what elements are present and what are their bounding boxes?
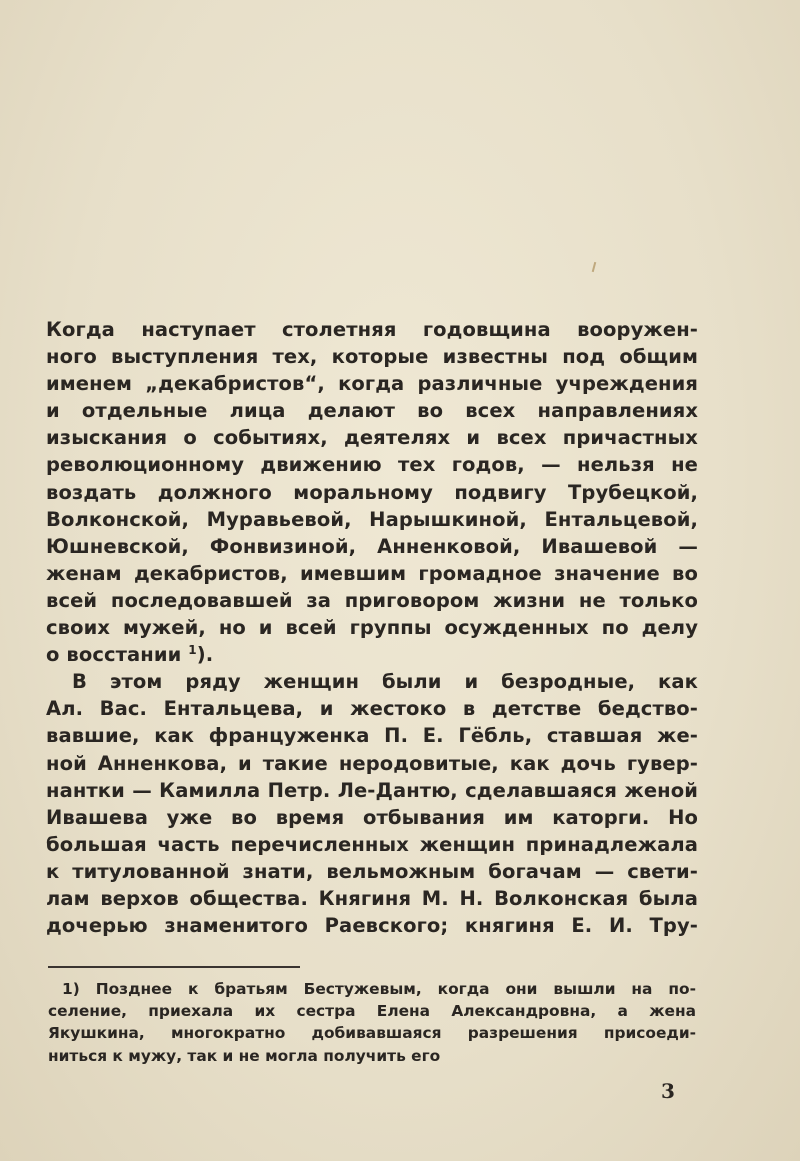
text-line: Ивашева уже во время отбывания им каторги. Но bbox=[46, 805, 698, 829]
text-line: большая часть перечисленных женщин принадлежала bbox=[46, 832, 698, 856]
text-line: о восстании bbox=[46, 643, 182, 667]
text-line: Ал. Вас. Ентальцева, и жестоко в детстве бедство- bbox=[46, 697, 698, 721]
text-line: революционному движению тех годов, — нельзя не bbox=[46, 453, 698, 477]
text-line: дочерью знаменитого Раевского; княгиня Е. И. Тру- bbox=[46, 914, 698, 938]
page-number: 3 bbox=[661, 1079, 675, 1103]
paragraph-start-line: В этом ряду женщин были и безродные, как bbox=[72, 670, 698, 694]
text-line: всей последовавшей за приговором жизни не только bbox=[46, 588, 698, 612]
text-line: Волконской, Муравьевой, Нарышкиной, Ентальцевой, bbox=[46, 507, 698, 531]
text-line: ной Анненкова, и такие неродовитые, как дочь гувер- bbox=[46, 751, 698, 775]
text-line: вавшие, как француженка П. Е. Гёбль, ставшая же- bbox=[46, 724, 698, 748]
text-line: именем „декабристов“, когда различные учреждения bbox=[46, 372, 698, 396]
text-line: лам верхов общества. Княгиня М. Н. Волконская была bbox=[46, 886, 698, 910]
text-line: и отдельные лица делают во всех направлениях bbox=[46, 399, 698, 423]
footnote-divider bbox=[48, 966, 300, 968]
text-line: нантки — Камилла Петр. Ле-Дантю, сделавшаяся женой bbox=[46, 778, 698, 802]
text-line: воздать должного моральному подвигу Трубецкой, bbox=[46, 480, 698, 504]
line-tail: ). bbox=[196, 643, 214, 667]
footnote-line: ниться к мужу, так и не могла получить его bbox=[48, 1046, 441, 1065]
footnote-reference[interactable]: 1 bbox=[188, 643, 197, 658]
text-line: ного выступления тех, которые известны под общим bbox=[46, 345, 698, 369]
footnote-line: 1) Позднее к братьям Бестужевым, когда они вышли на по- bbox=[62, 980, 696, 998]
footnote-line: селение, приехала их сестра Елена Александровна, а жена bbox=[48, 1002, 696, 1021]
text-line: Юшневской, Фонвизиной, Анненковой, Ивашевой — bbox=[46, 534, 698, 558]
text-line: изыскания о событиях, деятелях и всех причастных bbox=[46, 426, 698, 450]
paper-speck bbox=[592, 262, 597, 272]
footnote-block bbox=[48, 978, 696, 1067]
text-line: своих мужей, но и всей группы осужденных по делу bbox=[46, 616, 698, 640]
footnote-line: Якушкина, многократно добивавшаяся разрешения присоеди- bbox=[48, 1024, 696, 1043]
text-line: Когда наступает столетняя годовщина вооружен- bbox=[46, 318, 698, 341]
text-line: женам декабристов, имевшим громадное значение во bbox=[46, 561, 698, 585]
text-line: к титулованной знати, вельможным богачам — свети- bbox=[46, 859, 698, 883]
main-text-block bbox=[46, 316, 698, 939]
text-line-with-footnote-ref bbox=[46, 641, 698, 668]
